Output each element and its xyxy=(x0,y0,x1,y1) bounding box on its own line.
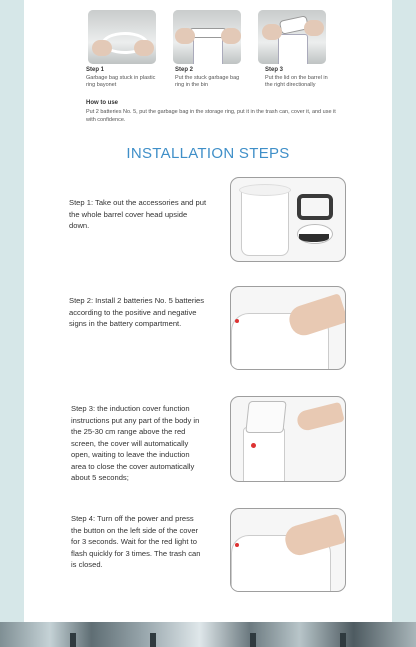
right-border xyxy=(392,0,416,622)
install-step4-text: Step 4: Turn off the power and press the button on the left side of the cover for 3 seconds. Wait for the red light to flash quickly for 3 times. The trash can is closed. xyxy=(71,514,201,569)
step2-title: Step 2 xyxy=(175,67,194,73)
bottom-photo-strip xyxy=(0,622,416,647)
install-step4-photo xyxy=(230,508,346,592)
step3-thumbnail xyxy=(258,10,326,64)
installation-heading: INSTALLATION STEPS xyxy=(126,145,290,162)
step3-desc: Put the lid on the barrel in the right directionally xyxy=(265,75,328,88)
install-step1-photo xyxy=(230,177,346,262)
step1-title: Step 1 xyxy=(86,67,105,73)
install-step2-text: Step 2: Install 2 batteries No. 5 batteries according to the positive and negative signs in the battery compartment. xyxy=(69,296,205,328)
step3-title: Step 3 xyxy=(265,67,284,73)
step2-desc: Put the stuck garbage bag ring in the bin xyxy=(175,75,240,88)
how-to-use-text: Put 2 batteries No. 5, put the garbage bag in the storage ring, put it in the trash can, cover it, and use it with confidence. xyxy=(86,109,336,123)
step1-desc: Garbage bag stuck in plastic ring bayonet xyxy=(86,75,156,88)
step2-thumbnail xyxy=(173,10,241,64)
how-to-use-title: How to use xyxy=(86,100,119,106)
step1-thumbnail xyxy=(88,10,156,64)
left-border xyxy=(0,0,24,622)
install-step3-photo xyxy=(230,396,346,482)
install-step3-text: Step 3: the induction cover function instructions put any part of the body in the 25-30 cm range above the red screen, the cover will automatically open, waiting to leave the induction area to close the cover automatically about 5 seconds; xyxy=(71,404,200,482)
install-step2-photo xyxy=(230,286,346,370)
install-step1-text: Step 1: Take out the accessories and put the whole barrel cover head upside down. xyxy=(69,198,207,230)
